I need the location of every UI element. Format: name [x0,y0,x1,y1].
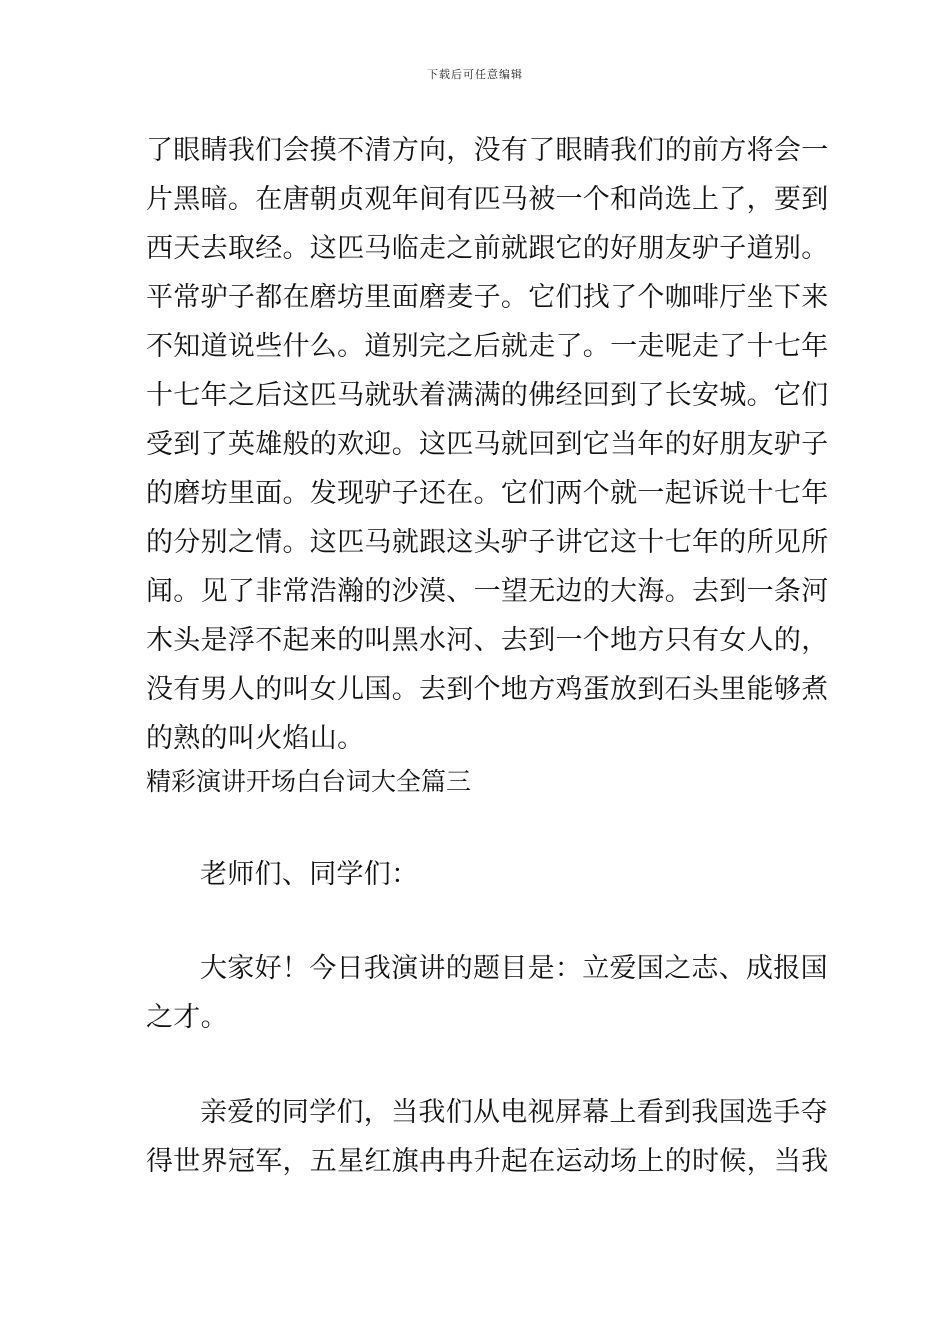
text-line: 大家好！今日我演讲的题目是：立爱国之志、成报国 [200,953,828,984]
text-line: 闻。见了非常浩瀚的沙漠、一望无边的大海。去到一条河 [146,576,829,607]
spacer [146,1042,810,1088]
spacer [146,800,810,850]
paragraph-greeting [146,944,828,1042]
document-body [146,126,829,1186]
page-header-note: 下载后可任意编辑 [427,68,523,81]
paragraph-story [146,126,829,763]
text-line: 没有男人的叫女儿国。去到个地方鸡蛋放到石头里能够煮 [146,674,829,705]
section-heading: 精彩演讲开场白台词大全篇三 [146,767,472,796]
text-line: 了眼睛我们会摸不清方向，没有了眼睛我们的前方将会一 [146,135,829,166]
text-line: 得世界冠军，五星红旗冉冉升起在运动场上的时候，当我 [146,1146,829,1177]
text-line: 十七年之后这匹马就驮着满满的佛经回到了长安城。它们 [146,380,829,411]
text-line: 平常驴子都在磨坊里面磨麦子。它们找了个咖啡厅坐下来 [146,282,829,313]
text-line: 的熟的叫火焰山。 [146,723,365,754]
text-line: 西天去取经。这匹马临走之前就跟它的好朋友驴子道别。 [146,233,829,264]
paragraph-intro [146,1088,829,1186]
text-line: 片黑暗。在唐朝贞观年间有匹马被一个和尚选上了，要到 [146,184,829,215]
text-line: 木头是浮不起来的叫黑水河、去到一个地方只有女人的， [146,625,829,656]
text-line: 的分别之情。这匹马就跟这头驴子讲它这十七年的所见所 [146,527,829,558]
text-line: 之才。 [146,1002,228,1033]
text-line: 受到了英雄般的欢迎。这匹马就回到它当年的好朋友驴子 [146,429,829,460]
text-line: 亲爱的同学们，当我们从电视屏幕上看到我国选手夺 [200,1097,828,1128]
spacer [146,899,810,944]
text-line: 的磨坊里面。发现驴子还在。它们两个就一起诉说十七年 [146,478,829,509]
text-line: 不知道说些什么。道别完之后就走了。一走呢走了十七年 [146,331,829,362]
salutation: 老师们、同学们： [200,859,419,890]
